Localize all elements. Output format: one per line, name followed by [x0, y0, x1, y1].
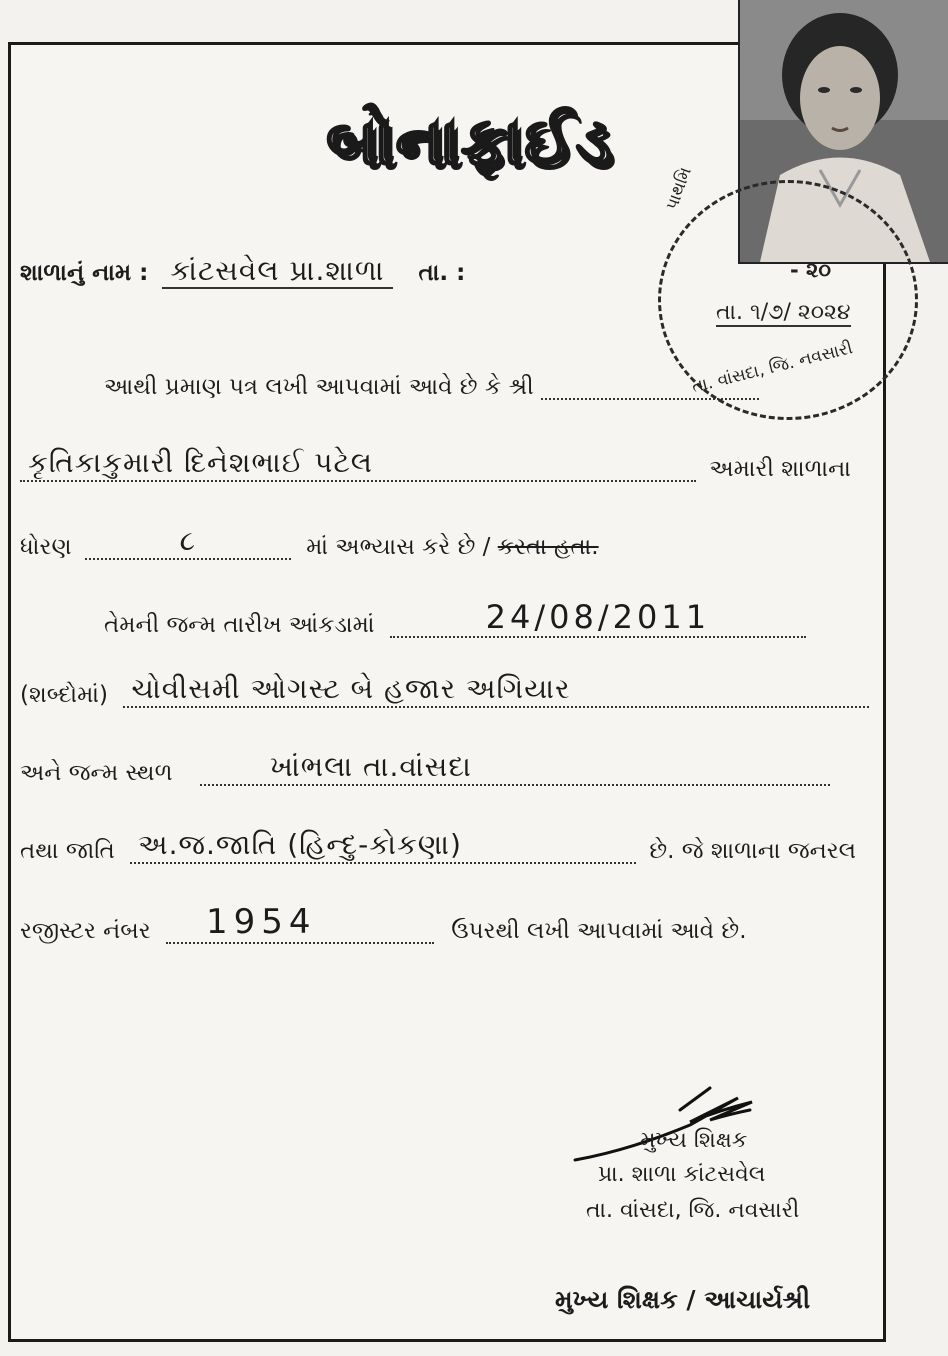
register-label: રજીસ્ટર નંબર	[20, 918, 151, 944]
birthplace-row	[20, 750, 830, 786]
school-label: શાળાનું નામ :	[20, 260, 149, 286]
school-suffix: અમારી શાળાના	[709, 456, 851, 482]
student-name-value: કૃતિકાકુમારી દિનેશભાઈ પટેલ	[20, 446, 696, 482]
caste-label: તથા જાતિ	[20, 838, 115, 864]
signatory-title: મુખ્ય શિક્ષક / આચાર્યશ્રી	[555, 1285, 811, 1314]
dob-row	[104, 598, 806, 638]
dob-words-row	[20, 672, 869, 708]
seal-line1: મુખ્ય શિક્ષક	[640, 1128, 748, 1153]
seal-line2: પ્રા. શાળા કાંટસવેલ	[598, 1162, 766, 1187]
headmaster-signature	[570, 1080, 770, 1170]
caste-suffix: છે. જે શાળાના જનરલ	[649, 838, 857, 864]
dob-value: 24/08/2011	[390, 598, 806, 638]
certificate-title: બોનાફાઈડ	[326, 105, 614, 179]
student-name-row	[20, 446, 851, 482]
stamp-ring-top: પાથમિ	[662, 164, 696, 213]
intro-row	[104, 374, 759, 400]
standard-value: ૮	[85, 524, 291, 560]
standard-row	[20, 524, 599, 560]
dob-words-value: ચોવીસમી ઓગસ્ટ બે હજાર અગિયાર	[123, 672, 869, 708]
words-label: (શબ્દોમાં)	[20, 682, 109, 708]
standard-struck: કરતા હતા.	[497, 534, 599, 560]
stamp-date: તા. ૧/૭/ ૨૦૨૪	[716, 300, 851, 325]
intro-text: આથી પ્રમાણ પત્ર લખી આપવામાં આવે છે કે શ્રી	[104, 374, 534, 400]
birthplace-label: અને જન્મ સ્થળ	[20, 760, 173, 786]
register-suffix: ઉપરથી લખી આપવામાં આવે છે.	[451, 918, 747, 944]
taluka-label: તા. :	[418, 260, 466, 286]
school-name-row	[20, 254, 465, 288]
intro-dots	[541, 398, 759, 400]
stamp-ring-bottom: તા. વાંસદા, જિ. નવસારી	[690, 338, 855, 398]
school-name-value: કાંટસવેલ પ્રા.શાળા	[162, 254, 392, 289]
dob-label: તેમની જન્મ તારીખ આંકડામાં	[104, 612, 375, 638]
birthplace-value: ખાંભલા તા.વાંસદા	[200, 750, 830, 786]
standard-suffix: માં અભ્યાસ કરે છે /	[306, 534, 491, 560]
register-row	[20, 902, 747, 944]
seal-line3: તા. વાંસદા, જિ. નવસારી	[586, 1198, 800, 1223]
caste-value: અ.જ.જાતિ (હિન્દુ-કોકણા)	[130, 828, 636, 864]
stamp-number: - ૨૦	[790, 258, 831, 282]
caste-row	[20, 828, 856, 864]
register-value: 1954	[166, 902, 434, 944]
standard-label: ધોરણ	[20, 534, 72, 560]
